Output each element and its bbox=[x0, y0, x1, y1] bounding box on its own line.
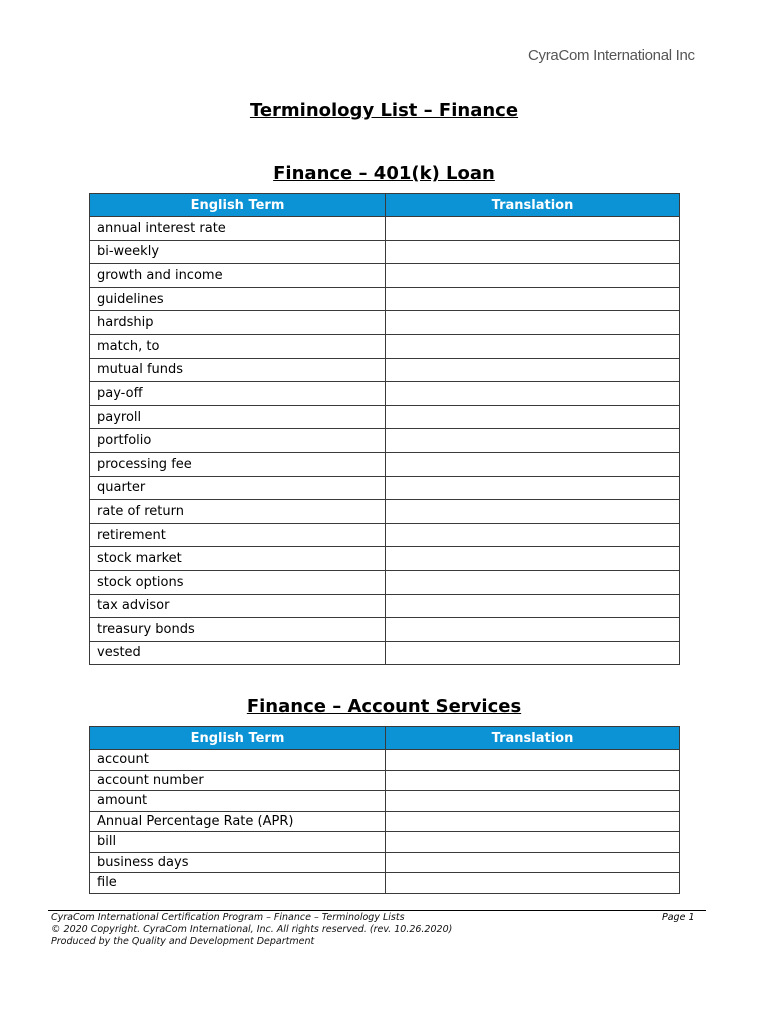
english-term-cell: portfolio bbox=[90, 429, 386, 453]
table-row bbox=[90, 770, 680, 791]
english-term-cell: amount bbox=[90, 791, 386, 812]
english-term-cell: tax advisor bbox=[90, 594, 386, 618]
footer-program-line: CyraCom International Certification Program – Finance – Terminology Lists bbox=[51, 912, 405, 923]
table-row bbox=[90, 594, 680, 618]
header-english-term: English Term bbox=[90, 727, 386, 750]
english-term-cell: Annual Percentage Rate (APR) bbox=[90, 811, 386, 832]
english-term-cell: bill bbox=[90, 832, 386, 853]
header-english-term: English Term bbox=[90, 194, 386, 217]
section-title-401k-loan: Finance – 401(k) Loan bbox=[273, 163, 495, 184]
translation-cell[interactable] bbox=[386, 311, 680, 335]
translation-cell[interactable] bbox=[386, 791, 680, 812]
table-row bbox=[90, 618, 680, 642]
document-title: Terminology List – Finance bbox=[249, 100, 519, 121]
translation-cell[interactable] bbox=[386, 476, 680, 500]
table-header-row bbox=[90, 727, 680, 750]
english-term-cell: account number bbox=[90, 770, 386, 791]
table-row bbox=[90, 500, 680, 524]
table-row bbox=[90, 641, 680, 665]
translation-cell[interactable] bbox=[386, 811, 680, 832]
translation-cell[interactable] bbox=[386, 429, 680, 453]
english-term-cell: hardship bbox=[90, 311, 386, 335]
translation-cell[interactable] bbox=[386, 382, 680, 406]
english-term-cell: stock options bbox=[90, 570, 386, 594]
translation-cell[interactable] bbox=[386, 852, 680, 873]
english-term-cell: vested bbox=[90, 641, 386, 665]
table-row bbox=[90, 832, 680, 853]
english-term-cell: match, to bbox=[90, 334, 386, 358]
english-term-cell: payroll bbox=[90, 405, 386, 429]
terminology-table-401k-loan bbox=[89, 193, 680, 665]
table-row bbox=[90, 523, 680, 547]
english-term-cell: retirement bbox=[90, 523, 386, 547]
table-row bbox=[90, 852, 680, 873]
footer-copyright-line: © 2020 Copyright. CyraCom International, Inc. All rights reserved. (rev. 10.26.2020) bbox=[51, 924, 453, 935]
table-row bbox=[90, 287, 680, 311]
translation-cell[interactable] bbox=[386, 500, 680, 524]
translation-cell[interactable] bbox=[386, 750, 680, 771]
table-row bbox=[90, 217, 680, 241]
translation-cell[interactable] bbox=[386, 641, 680, 665]
page-number: Page 1 bbox=[662, 912, 695, 923]
table-row bbox=[90, 382, 680, 406]
english-term-cell: growth and income bbox=[90, 264, 386, 288]
translation-cell[interactable] bbox=[386, 452, 680, 476]
table-row bbox=[90, 476, 680, 500]
translation-cell[interactable] bbox=[386, 618, 680, 642]
translation-cell[interactable] bbox=[386, 240, 680, 264]
english-term-cell: account bbox=[90, 750, 386, 771]
footer-divider bbox=[48, 910, 706, 911]
translation-cell[interactable] bbox=[386, 217, 680, 241]
table-row bbox=[90, 358, 680, 382]
translation-cell[interactable] bbox=[386, 570, 680, 594]
translation-cell[interactable] bbox=[386, 547, 680, 571]
table-row bbox=[90, 791, 680, 812]
translation-cell[interactable] bbox=[386, 832, 680, 853]
table-row bbox=[90, 811, 680, 832]
english-term-cell: treasury bonds bbox=[90, 618, 386, 642]
table-row bbox=[90, 750, 680, 771]
english-term-cell: guidelines bbox=[90, 287, 386, 311]
table-row bbox=[90, 452, 680, 476]
table-row bbox=[90, 547, 680, 571]
english-term-cell: processing fee bbox=[90, 452, 386, 476]
header-translation: Translation bbox=[386, 727, 680, 750]
translation-cell[interactable] bbox=[386, 264, 680, 288]
english-term-cell: quarter bbox=[90, 476, 386, 500]
translation-cell[interactable] bbox=[386, 358, 680, 382]
english-term-cell: annual interest rate bbox=[90, 217, 386, 241]
translation-cell[interactable] bbox=[386, 873, 680, 894]
english-term-cell: stock market bbox=[90, 547, 386, 571]
table-row bbox=[90, 240, 680, 264]
table-row bbox=[90, 311, 680, 335]
english-term-cell: mutual funds bbox=[90, 358, 386, 382]
table-row bbox=[90, 570, 680, 594]
table-row bbox=[90, 429, 680, 453]
translation-cell[interactable] bbox=[386, 523, 680, 547]
translation-cell[interactable] bbox=[386, 287, 680, 311]
english-term-cell: bi-weekly bbox=[90, 240, 386, 264]
translation-cell[interactable] bbox=[386, 334, 680, 358]
english-term-cell: pay-off bbox=[90, 382, 386, 406]
english-term-cell: rate of return bbox=[90, 500, 386, 524]
company-logo: CyraCom International Inc bbox=[528, 47, 695, 64]
english-term-cell: file bbox=[90, 873, 386, 894]
section-title-account-services: Finance – Account Services bbox=[246, 696, 522, 717]
table-row bbox=[90, 264, 680, 288]
terminology-table-account-services bbox=[89, 726, 680, 894]
footer-department-line: Produced by the Quality and Development Department bbox=[51, 936, 315, 947]
table-header-row bbox=[90, 194, 680, 217]
table-row bbox=[90, 405, 680, 429]
english-term-cell: business days bbox=[90, 852, 386, 873]
table-row bbox=[90, 873, 680, 894]
translation-cell[interactable] bbox=[386, 770, 680, 791]
translation-cell[interactable] bbox=[386, 594, 680, 618]
header-translation: Translation bbox=[386, 194, 680, 217]
table-row bbox=[90, 334, 680, 358]
translation-cell[interactable] bbox=[386, 405, 680, 429]
